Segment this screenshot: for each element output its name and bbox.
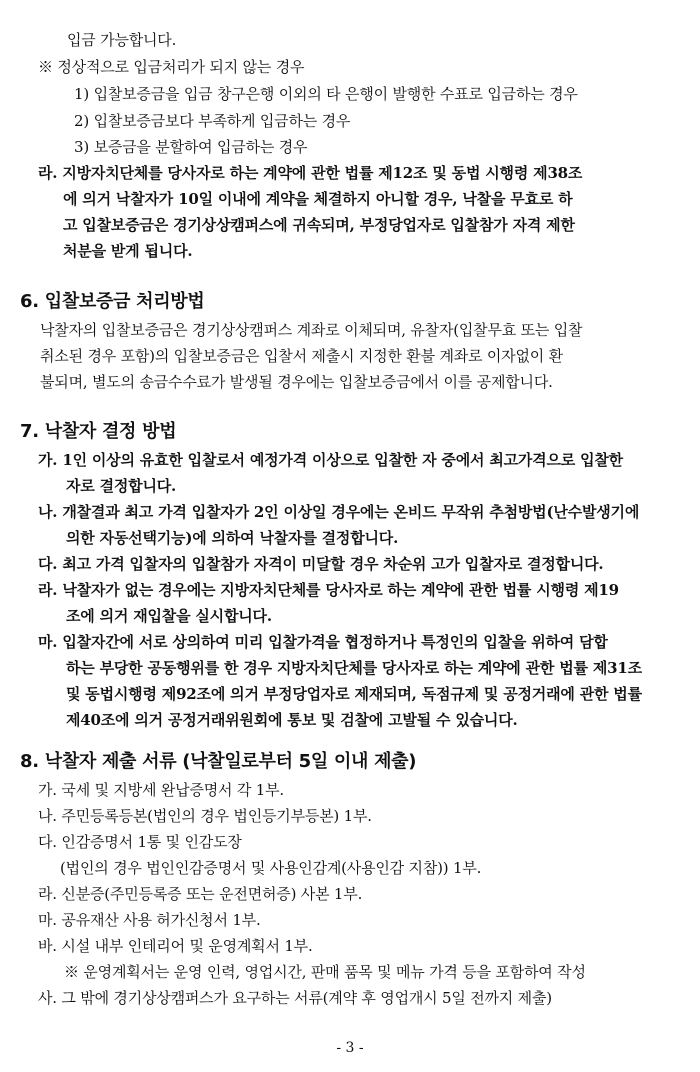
text-line: 라. 지방자치단체를 당사자로 하는 계약에 관한 법률 제12조 및 동법 시행령 제38조 [38, 164, 583, 182]
list-item: 다. 인감증명서 1통 및 인감도장 [38, 833, 242, 851]
text-line: 가. 1인 이상의 유효한 입찰로서 예정가격 이상으로 입찰한 자 중에서 최고가격으로 입찰한 [38, 451, 623, 469]
list-item: 바. 시설 내부 인테리어 및 운영계획서 1부. [38, 937, 313, 955]
text-line: 1) 입찰보증금을 입금 창구은행 이외의 타 은행이 발행한 수표로 입금하는 경우 [74, 85, 578, 103]
text-line: 낙찰자의 입찰보증금은 경기상상캠퍼스 계좌로 이체되며, 유찰자(입찰무효 또는 입찰 [40, 321, 583, 339]
text-line: 불되며, 별도의 송금수수료가 발생될 경우에는 입찰보증금에서 이를 공제합니다. [40, 373, 553, 391]
list-item: 라. 신분증(주민등록증 또는 운전면허증) 사본 1부. [38, 885, 363, 903]
list-item: 나. 주민등록등본(법인의 경우 법인등기부등본) 1부. [38, 807, 372, 825]
text-line: 하는 부당한 공동행위를 한 경우 지방자치단체를 당사자로 하는 계약에 관한 법률 제31조 [66, 659, 642, 677]
text-line: 조에 의거 재입찰을 실시합니다. [66, 607, 272, 625]
text-line: 의한 자동선택기능)에 의하여 낙찰자를 결정합니다. [66, 529, 399, 547]
text-line: 제40조에 의거 공정거래위원회에 통보 및 검찰에 고발될 수 있습니다. [66, 711, 518, 729]
text-line: 입금 가능합니다. [67, 31, 177, 49]
text-line: 2) 입찰보증금보다 부족하게 입금하는 경우 [74, 112, 351, 130]
section-7-title: 7. 낙찰자 결정 방법 [20, 421, 177, 442]
section-6-title: 6. 입찰보증금 처리방법 [20, 291, 205, 312]
list-item: 마. 공유재산 사용 허가신청서 1부. [38, 911, 261, 929]
text-line: 자로 결정합니다. [66, 477, 177, 495]
section-8-title: 8. 낙찰자 제출 서류 (낙찰일로부터 5일 이내 제출) [20, 751, 417, 772]
text-line: 마. 입찰자간에 서로 상의하여 미리 입찰가격을 협정하거나 특정인의 입찰을 위하여 담합 [38, 633, 608, 651]
list-item: (법인의 경우 법인인감증명서 및 사용인감계(사용인감 지참)) 1부. [60, 859, 482, 877]
text-line: 3) 보증금을 분할하여 입금하는 경우 [74, 138, 308, 156]
text-line: 및 동법시행령 제92조에 의거 부정당업자로 제재되며, 독점규제 및 공정거래에 관한 법률 [66, 685, 642, 703]
text-line: 고 입찰보증금은 경기상상캠퍼스에 귀속되며, 부정당업자로 입찰참가 자격 제한 [63, 216, 575, 234]
note-line: ※ 운영계획서는 운영 인력, 영업시간, 판매 품목 및 메뉴 가격 등을 포함하여 작성 [64, 963, 586, 981]
text-line: 다. 최고 가격 입찰자의 입찰참가 자격이 미달할 경우 차순위 고가 입찰자로 결정합니다. [38, 555, 604, 573]
text-line: 취소된 경우 포함)의 입찰보증금은 입찰서 제출시 지정한 환불 계좌로 이자없이 환 [40, 347, 563, 365]
text-line: 나. 개찰결과 최고 가격 입찰자가 2인 이상일 경우에는 온비드 무작위 추첨방법(난수발생기에 [38, 503, 640, 521]
list-item: 가. 국세 및 지방세 완납증명서 각 1부. [38, 781, 284, 799]
list-item: 사. 그 밖에 경기상상캠퍼스가 요구하는 서류(계약 후 영업개시 5일 전까지 제출) [38, 989, 552, 1007]
note-line: ※ 정상적으로 입금처리가 되지 않는 경우 [38, 58, 305, 76]
text-line: 에 의거 낙찰자가 10일 이내에 계약을 체결하지 아니할 경우, 낙찰을 무효로 하 [63, 190, 573, 208]
text-line: 라. 낙찰자가 없는 경우에는 지방자치단체를 당사자로 하는 계약에 관한 법률 시행령 제19 [38, 581, 619, 599]
text-line: 처분을 받게 됩니다. [63, 242, 193, 260]
page-number: - 3 - [336, 1040, 364, 1056]
